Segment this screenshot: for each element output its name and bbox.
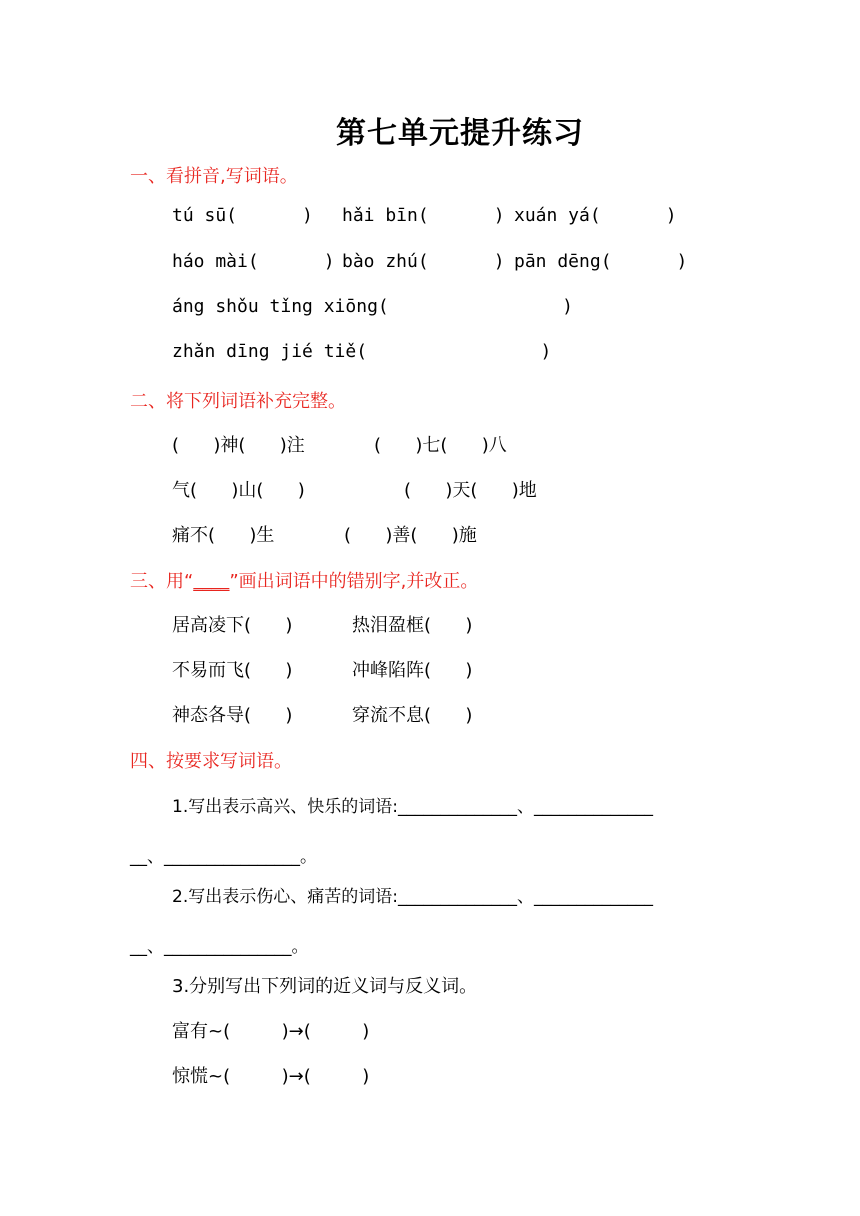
pinyin-item: xuán yá( )	[514, 205, 677, 226]
typo-item: 不易而飞( )	[172, 660, 293, 681]
synonym-antonym-item: 惊慌~( )→( )	[172, 1066, 370, 1087]
pinyin-item: háo mài( )	[172, 251, 335, 272]
pinyin-item: zhǎn dīng jié tiě( )	[172, 341, 552, 362]
question-1-continued: __、________________。	[130, 847, 317, 867]
typo-item: 冲峰陷阵( )	[352, 660, 473, 681]
idiom-blank: ( )神( )注	[172, 435, 305, 456]
question-3: 3.分别写出下列词的近义词与反义词。	[172, 976, 478, 997]
heading-post: ”画出词语中的错别字,并改正。	[229, 571, 479, 592]
page-title: 第七单元提升练习	[336, 116, 584, 151]
typo-item: 热泪盈框( )	[352, 615, 473, 636]
section-1-heading: 一、看拼音,写词语。	[130, 166, 298, 187]
idiom-blank: ( )七( )八	[374, 435, 507, 456]
idiom-blank: 痛不( )生	[172, 525, 275, 546]
idiom-blank: ( )天( )地	[404, 480, 537, 501]
pinyin-item: bào zhú( )	[342, 251, 505, 272]
typo-item: 神态各导( )	[172, 705, 293, 726]
question-2-continued: __、_______________。	[130, 937, 309, 957]
heading-underline-mark: ____	[193, 571, 230, 592]
idiom-blank: 气( )山( )	[172, 480, 305, 501]
question-2: 2.写出表示伤心、痛苦的词语:______________、______________	[172, 887, 653, 907]
synonym-antonym-item: 富有~( )→( )	[172, 1021, 370, 1042]
question-1: 1.写出表示高兴、快乐的词语:______________、______________	[172, 797, 653, 817]
idiom-blank: ( )善( )施	[344, 525, 477, 546]
section-4-heading: 四、按要求写词语。	[130, 751, 292, 772]
pinyin-item: áng shǒu tǐng xiōng( )	[172, 296, 573, 317]
heading-pre: 三、用“	[130, 571, 194, 592]
pinyin-item: pān dēng( )	[514, 251, 688, 272]
pinyin-item: hǎi bīn( )	[342, 205, 505, 226]
section-2-heading: 二、将下列词语补充完整。	[130, 391, 346, 412]
typo-item: 穿流不息( )	[352, 705, 473, 726]
typo-item: 居高凌下( )	[172, 615, 293, 636]
section-3-heading	[130, 567, 478, 593]
pinyin-item: tú sū( )	[172, 205, 313, 226]
